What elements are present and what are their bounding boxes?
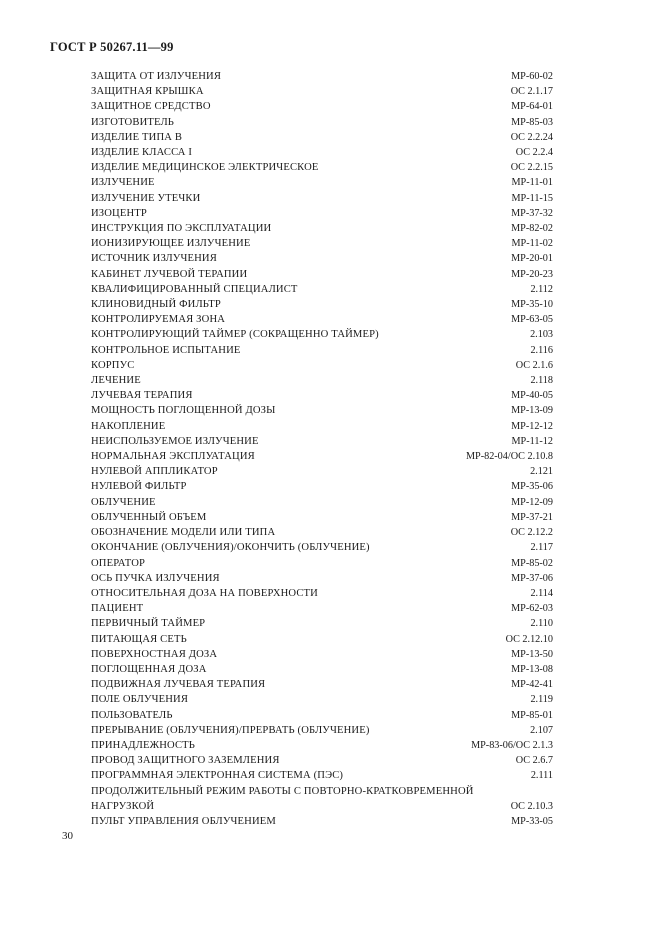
entry-term: ПОГЛОЩЕННАЯ ДОЗА xyxy=(91,663,207,675)
entry-term: ПРОВОД ЗАЩИТНОГО ЗАЗЕМЛЕНИЯ xyxy=(91,755,280,767)
entry-reference: МР-60-02 xyxy=(511,71,553,82)
entry-term: ПРЕРЫВАНИЕ (ОБЛУЧЕНИЯ)/ПРЕРВАТЬ (ОБЛУЧЕНИЕ) xyxy=(91,724,370,736)
entry-term: ПОЛЬЗОВАТЕЛЬ xyxy=(91,709,173,721)
entry-term: ИЗДЕЛИЕ ТИПА В xyxy=(91,131,183,143)
index-entry xyxy=(91,464,553,479)
entry-term: ОБЛУЧЕННЫЙ ОБЪЕМ xyxy=(91,511,207,523)
entry-reference: МР-64-01 xyxy=(511,101,553,113)
index-entry xyxy=(91,69,553,84)
entry-reference: МР-11-01 xyxy=(511,177,553,189)
entry-reference: ОС 2.10.3 xyxy=(510,800,553,812)
entry-term: ЗАЩИТНАЯ КРЫШКА xyxy=(91,86,204,98)
entry-term: КОНТРОЛИРУЮЩИЙ ТАЙМЕР (СОКРАЩЕННО ТАЙМЕР) xyxy=(91,329,379,341)
index-entry xyxy=(91,738,553,753)
entry-reference: ОС 2.2.4 xyxy=(515,147,553,159)
index-entry xyxy=(91,206,553,221)
entry-reference: МР-40-05 xyxy=(511,390,553,402)
entry-reference: МР-83-06/ОС 2.1.3 xyxy=(471,739,553,751)
index-entry xyxy=(91,191,553,206)
index-entry xyxy=(91,647,553,662)
index-entry xyxy=(91,479,553,494)
entry-term: ЗАЩИТА ОТ ИЗЛУЧЕНИЯ xyxy=(91,71,222,82)
entry-term: НУЛЕВОЙ АППЛИКАТОР xyxy=(91,466,218,478)
entry-reference: МР-35-10 xyxy=(511,299,553,311)
index-entry xyxy=(91,449,553,464)
index-entry xyxy=(91,814,553,829)
entry-term: КЛИНОВИДНЫЙ ФИЛЬТР xyxy=(91,299,221,311)
entry-reference: МР-82-04/ОС 2.10.8 xyxy=(465,451,553,463)
entry-term: ИЗЛУЧЕНИЕ xyxy=(91,177,155,189)
index-entry xyxy=(91,221,553,236)
entry-term: ПЕРВИЧНЫЙ ТАЙМЕР xyxy=(91,618,206,630)
entry-term: ИЗДЕЛИЕ КЛАССА I xyxy=(91,147,193,159)
entry-term: ПОВЕРХНОСТНАЯ ДОЗА xyxy=(91,648,218,660)
index-entry xyxy=(91,662,553,677)
entry-term: ЛЕЧЕНИЕ xyxy=(91,375,141,387)
entry-term: ОТНОСИТЕЛЬНАЯ ДОЗА НА ПОВЕРХНОСТИ xyxy=(91,587,318,599)
entry-term: НОРМАЛЬНАЯ ЭКСПЛУАТАЦИЯ xyxy=(91,451,255,463)
entry-reference: МР-13-09 xyxy=(511,405,553,417)
entry-term: ПУЛЬТ УПРАВЛЕНИЯ ОБЛУЧЕНИЕМ xyxy=(91,815,276,827)
entry-term: ОБЛУЧЕНИЕ xyxy=(91,496,156,508)
entry-reference: МР-62-03 xyxy=(511,603,553,615)
entry-term: ЛУЧЕВАЯ ТЕРАПИЯ xyxy=(91,390,193,402)
entry-reference: 2.119 xyxy=(530,694,553,706)
entry-term: МОЩНОСТЬ ПОГЛОЩЕННОЙ ДОЗЫ xyxy=(91,405,276,417)
entry-reference: ОС 2.12.10 xyxy=(505,633,553,645)
entry-term: КВАЛИФИЦИРОВАННЫЙ СПЕЦИАЛИСТ xyxy=(91,283,298,295)
entry-reference: МР-82-02 xyxy=(511,223,553,235)
entry-reference: МР-12-12 xyxy=(511,420,553,432)
entry-term: КАБИНЕТ ЛУЧЕВОЙ ТЕРАПИИ xyxy=(91,268,248,280)
entry-reference: МР-42-41 xyxy=(511,679,553,691)
entry-reference: 2.110 xyxy=(530,618,553,630)
index-entry xyxy=(91,373,553,388)
entry-term: ИЗГОТОВИТЕЛЬ xyxy=(91,116,175,128)
entry-reference: МР-11-12 xyxy=(511,435,553,447)
index-entry xyxy=(91,84,553,99)
entry-term: ИЗОЦЕНТР xyxy=(91,207,147,219)
entry-reference: МР-20-23 xyxy=(511,268,553,280)
entry-reference: 2.112 xyxy=(530,283,553,295)
entry-reference: МР-37-06 xyxy=(511,572,553,584)
index-entry xyxy=(91,677,553,692)
index-entry xyxy=(91,571,553,586)
entry-reference: ОС 2.1.17 xyxy=(510,86,553,98)
index-entry xyxy=(91,419,553,434)
entry-term: ИЗДЕЛИЕ МЕДИЦИНСКОЕ ЭЛЕКТРИЧЕСКОЕ xyxy=(91,162,319,174)
entry-term: НЕИСПОЛЬЗУЕМОЕ ИЗЛУЧЕНИЕ xyxy=(91,435,259,447)
page-number: 30 xyxy=(62,830,73,842)
index-entry xyxy=(91,312,553,327)
entry-term: КОРПУС xyxy=(91,359,135,371)
index-entry xyxy=(91,768,553,783)
index-entry xyxy=(91,753,553,768)
entry-term: НАКОПЛЕНИЕ xyxy=(91,420,166,432)
entry-term: КОНТРОЛИРУЕМАЯ ЗОНА xyxy=(91,314,226,326)
index-entry xyxy=(91,556,553,571)
entry-reference: 2.114 xyxy=(530,587,553,599)
entry-reference: МР-63-05 xyxy=(511,314,553,326)
index-entry xyxy=(91,540,553,555)
entry-reference: 2.118 xyxy=(530,375,553,387)
entry-reference: 2.107 xyxy=(530,724,553,736)
entry-reference: МР-11-02 xyxy=(511,238,553,250)
entry-term: ИНСТРУКЦИЯ ПО ЭКСПЛУАТАЦИИ xyxy=(91,223,272,235)
index-entry xyxy=(91,403,553,418)
index-entry xyxy=(91,708,553,723)
entry-reference: ОС 2.12.2 xyxy=(510,527,553,539)
index-entry xyxy=(91,388,553,403)
term-index-list xyxy=(91,69,553,829)
entry-term: ПРОГРАММНАЯ ЭЛЕКТРОННАЯ СИСТЕМА (ПЭС) xyxy=(91,770,344,782)
index-entry xyxy=(91,510,553,525)
entry-term: ИЗЛУЧЕНИЕ УТЕЧКИ xyxy=(91,192,201,204)
index-entry xyxy=(91,160,553,175)
index-entry xyxy=(91,297,553,312)
index-entry xyxy=(91,525,553,540)
index-entry xyxy=(91,175,553,190)
entry-reference: 2.121 xyxy=(530,466,553,478)
index-entry xyxy=(91,130,553,145)
entry-reference: МР-12-09 xyxy=(511,496,553,508)
entry-reference: МР-85-01 xyxy=(511,709,553,721)
entry-reference: МР-11-15 xyxy=(511,192,553,204)
index-entry xyxy=(91,601,553,616)
entry-term: ОКОНЧАНИЕ (ОБЛУЧЕНИЯ)/ОКОНЧИТЬ (ОБЛУЧЕНИЕ) xyxy=(91,542,370,554)
entry-reference: МР-85-02 xyxy=(511,557,553,569)
entry-reference: МР-13-08 xyxy=(511,663,553,675)
entry-reference: ОС 2.2.15 xyxy=(510,162,553,174)
index-entry xyxy=(91,115,553,130)
entry-reference: МР-13-50 xyxy=(511,648,553,660)
index-entry xyxy=(91,586,553,601)
entry-reference: МР-37-21 xyxy=(511,511,553,523)
entry-reference: МР-35-06 xyxy=(511,481,553,493)
index-entry xyxy=(91,358,553,373)
index-entry xyxy=(91,784,553,814)
entry-term: ПАЦИЕНТ xyxy=(91,603,144,615)
index-entry xyxy=(91,99,553,114)
entry-reference: МР-85-03 xyxy=(511,116,553,128)
entry-term: ОПЕРАТОР xyxy=(91,557,146,569)
entry-reference: 2.116 xyxy=(530,344,553,356)
entry-reference: МР-33-05 xyxy=(511,815,553,827)
index-entry xyxy=(91,434,553,449)
index-entry xyxy=(91,632,553,647)
entry-term: ПРИНАДЛЕЖНОСТЬ xyxy=(91,739,196,751)
entry-reference: ОС 2.1.6 xyxy=(515,359,553,371)
entry-term: ИСТОЧНИК ИЗЛУЧЕНИЯ xyxy=(91,253,217,265)
entry-term: ИОНИЗИРУЮЩЕЕ ИЗЛУЧЕНИЕ xyxy=(91,238,251,250)
entry-term: ЗАЩИТНОЕ СРЕДСТВО xyxy=(91,101,211,113)
index-entry xyxy=(91,236,553,251)
entry-reference: МР-37-32 xyxy=(511,207,553,219)
entry-reference: 2.111 xyxy=(530,770,553,782)
entry-reference: МР-20-01 xyxy=(511,253,553,265)
entry-reference: ОС 2.2.24 xyxy=(510,131,553,143)
entry-term: КОНТРОЛЬНОЕ ИСПЫТАНИЕ xyxy=(91,344,241,356)
entry-term: ПИТАЮЩАЯ СЕТЬ xyxy=(91,633,187,645)
entry-term: ОСЬ ПУЧКА ИЗЛУЧЕНИЯ xyxy=(91,572,220,584)
index-entry xyxy=(91,692,553,707)
index-entry xyxy=(91,282,553,297)
entry-term: ПОЛЕ ОБЛУЧЕНИЯ xyxy=(91,694,189,706)
entry-term: ПОДВИЖНАЯ ЛУЧЕВАЯ ТЕРАПИЯ xyxy=(91,679,266,691)
entry-term: НУЛЕВОЙ ФИЛЬТР xyxy=(91,481,187,493)
entry-reference: 2.117 xyxy=(530,542,553,554)
index-entry xyxy=(91,327,553,342)
index-entry xyxy=(91,267,553,282)
index-entry xyxy=(91,251,553,266)
entry-reference: ОС 2.6.7 xyxy=(515,755,553,767)
index-entry xyxy=(91,616,553,631)
index-entry xyxy=(91,495,553,510)
index-entry xyxy=(91,145,553,160)
index-entry xyxy=(91,343,553,358)
entry-reference: 2.103 xyxy=(530,329,553,341)
document-header: ГОСТ Р 50267.11—99 xyxy=(50,40,174,54)
index-entry xyxy=(91,723,553,738)
entry-term: ПРОДОЛЖИТЕЛЬНЫЙ РЕЖИМ РАБОТЫ С ПОВТОРНО-КРАТКОВРЕМЕННОЙ НАГРУЗКОЙ xyxy=(91,785,474,812)
entry-term: ОБОЗНАЧЕНИЕ МОДЕЛИ ИЛИ ТИПА xyxy=(91,527,276,539)
